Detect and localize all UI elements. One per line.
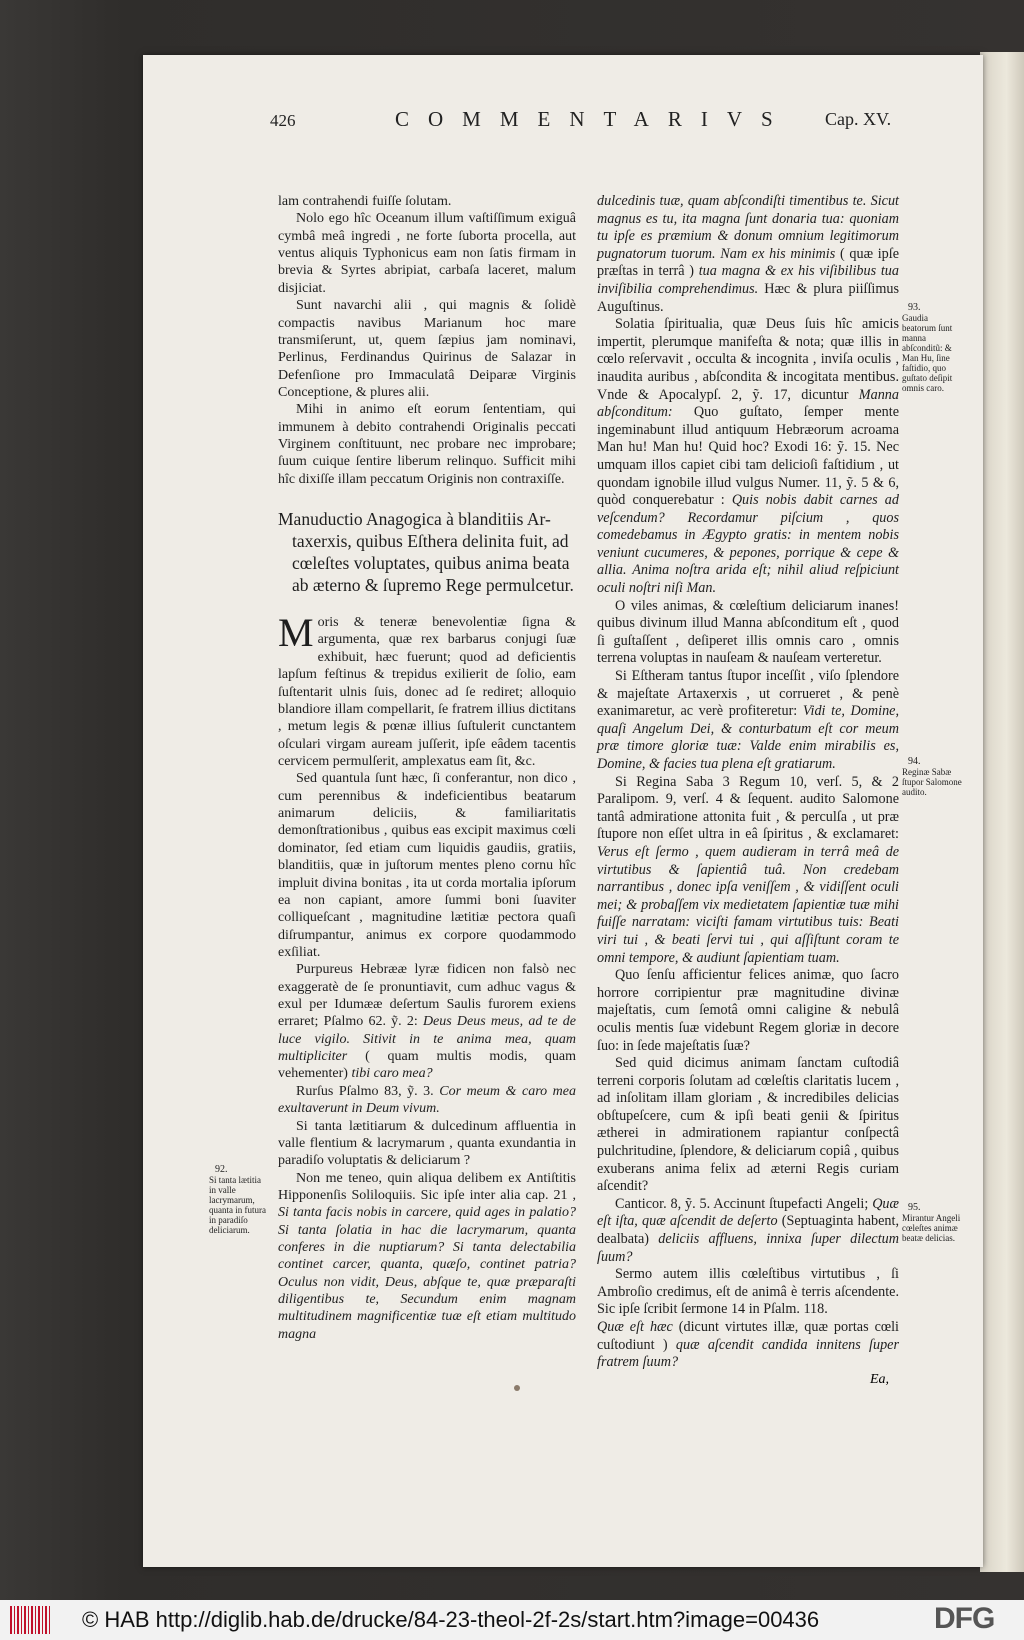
footer-url[interactable]: © HAB http://diglib.hab.de/drucke/84-23-theol-2f-2s/start.htm?image=00436: [82, 1607, 820, 1632]
text: (Septuaginta habent, dealbata): [597, 1213, 900, 1248]
quote: Cor meum & caro mea exultaverunt in Deum vivum.: [278, 1083, 576, 1117]
quote: Vidi te, Domine, quaſi Angelum Dei, & conturbatum eſt cor meum præ timore gloriæ tuæ: Valde enim mirabilis es, Domine, & facies tua plena eſt gratiarum.: [597, 703, 900, 772]
section-heading: [278, 508, 576, 596]
text: Solatia ſpiritualia, quæ Deus ſuis hîc amicis impertit, plerumque manifeſta & nota; quæ illis in cœlo reſervavit , occulta & incognita , inviſa oculis , inaudita auribus , abſcondita & incogitata mentibus. Vnde & Apocalypſ. 2, ỹ. 17, dicuntur: [597, 316, 899, 403]
text: Man hu! Man hu! Quid hoc? Exodi 16: ỹ. 15. Nec umquam illos capiet cibi tam delicioſi faſtidium , ut quondam ignobile illud vulgus Numer. 11, ỹ. 5 & 6, quòd conquerebatur :: [597, 439, 899, 509]
text: Si Eſtheram tantus ſtupor inceſſit , viſo ſplendore & majeſtate Artaxerxis , ut corrueret , & penè exanimaretur, ac verè profiteretur:: [597, 668, 899, 720]
quote: quæ aſcendit candida innitens ſuper fratrem ſuum?: [597, 1336, 900, 1371]
paper-spot: [514, 1385, 520, 1391]
catchword: Ea,: [870, 1372, 890, 1387]
margin-note: [902, 303, 962, 393]
running-header: [143, 55, 983, 131]
paragraph: Nolo ego hîc Oceanum illum vaſtiſſimum exiguâ cymbâ meâ ingredi , ne forte ſuborta procella, aut ventus aliquis Typhonicus eam non ſatis firmam in brevia & Syrtes abripiat, carbaſa laceret, malum disjiciat.: [278, 211, 576, 296]
paragraph: Sunt navarchi alii , qui magnis & ſolidè compactis navibus Marianum hoc mare transmiſerunt, ut, quem ſæpius jam nominavi, Perlinus, Ferdinandus Quirinus de Salazar in Defenſione pro Immaculatâ Deiparæ Virginis Conceptione, & plures alii.: [278, 298, 576, 400]
text: ( quam multis modis, quam vehementer): [278, 1049, 577, 1082]
quote: Quæ eſt iſta, quæ aſcendit de deſerto: [597, 1195, 899, 1230]
quote: dulcedinis tuæ, quam abſcondiſti timentibus te. Sicut magnus es tu, ita magna ſunt donaria tua: quoniam tu ipſe es præmium & donum omnium legitimorum pugnatorum tuorum. Nam ex his minimis: [597, 193, 899, 262]
margin-note-text: Reginæ Sabæ ſtupor Salomone audito.: [902, 767, 962, 797]
paragraph: Si tanta lætitiarum & dulcedinum affluentia in valle flentium & lacrymarum , quanta exundantia in paradiſo voluptatis & deliciarum ?: [278, 1118, 576, 1169]
text: Rurſus Pſalmo 83, ỹ. 3.: [296, 1083, 434, 1099]
paragraph: Quo ſenſu afficientur felices animæ, quo ſacro horrore corripientur præ magnitudine divinæ majeſtatis, cum ſemotâ omni caligine & nebulâ oculis mentis ſuæ videbunt Regem gloriæ in decore ſuo: in ſede majeſtatis ſuæ?: [597, 967, 899, 1054]
paragraph: lam contrahendi fuiſſe ſolutam.: [278, 194, 452, 209]
paragraph: [597, 774, 899, 968]
margin-note-text: Gaudia beatorum ſunt manna abſconditũ: & Man Hu, ſine faſtidio, quo guſtato deſipit omnis caro.: [902, 313, 953, 393]
margin-note: [209, 1165, 269, 1235]
paragraph: [597, 668, 899, 774]
heading-continuation: taxerxis, quibus Eſthera delinita fuit, ad cœleſtes voluptates, quibus anima beata ab æterno & ſupremo Rege permulcetur.: [292, 531, 574, 596]
quote: Deus Deus meus, ad te de luce vigilo. Sitivit in te anima mea, quam multipliciter: [278, 1014, 577, 1065]
quote: tibi caro mea?: [351, 1066, 433, 1082]
paragraph: [597, 1319, 899, 1372]
margin-note: [902, 1203, 962, 1243]
quote: deliciis affluens, innixa ſuper dilectum ſuum?: [597, 1231, 899, 1265]
margin-note-text: Si tanta lætitia in valle lacrymarum, quanta in futura in paradiſo deliciarum.: [209, 1175, 266, 1235]
text: Quo guſtato, ſemper mente ingeminabunt illud antiquum Hebræorum acroama: [597, 404, 899, 438]
text: Non me teneo, quin aliqua delibem ex Antiſtitis Hipponenſis Soliloquiis. Sic ipſe inter alia cap. 21 ,: [278, 1170, 576, 1203]
margin-note: [902, 757, 962, 797]
paragraph: [597, 316, 899, 598]
text: (dicunt virtutes illæ, quæ portas cœli cuſtodiunt ): [597, 1319, 899, 1353]
paragraph: Sed quid dicimus animam ſanctam cuſtodiâ terreni corporis ſolutam ad cœleſtis claritatis lucem , ad inſolitam illam gloriam , & incredibiles delicias obſtupeſcere, cum & ipſi beati genii & ſpiritus ætherei in admirationem rapiantur conſpectâ pulchritudine, ſplendore, & deliciarum copiâ , quibus exuberans anima felix ad æterni Regis curiam aſcendit?: [597, 1055, 899, 1195]
quote: Verus eſt ſermo , quem audieram in terrâ meâ de virtutibus & ſapientiâ tuâ. Non credebam narrantibus , donec ipſa veniſſem , & vidiſſent oculi mei; & probaſſem vix medietatem ſapientiæ tuæ mihi fuiſſe narratam: viciſti famam virtutibus tuis: Beati viri tui , & beati ſervi tui , qui aſſiſtunt coram te omni tempore, & audiunt ſapientiam tuam.: [597, 843, 899, 966]
barcode-icon: [10, 1606, 50, 1634]
paragraph: Mihi in animo eſt eorum ſententiam, qui immunem à debito contrahendi Originalis peccati Virginem conſtituunt, nec probare nec improbare; ſuum cuique ſentire liberum relinquo. Sufficit mihi hîc dixiſſe illam peccatum Originis non contraxiſſe.: [278, 402, 576, 487]
margin-note-number: 95.: [908, 1202, 921, 1213]
text: ( quæ ipſe præſtas in terrâ ): [597, 245, 900, 280]
margin-note-number: 92.: [215, 1164, 228, 1175]
heading-line: Manuductio Anagogica à blanditiis Ar-: [278, 509, 551, 530]
margin-note-number: 93.: [908, 302, 921, 313]
quote: Quis nobis dabit carnes ad veſcendum? Recordamur piſcium , quos comedebamus in Ægypto gratis: in mentem nobis veniunt cucumeres, & pepones, porrique & cepe & allia. Anima noſtra arida eſt; nihil aliud reſpiciunt oculi noſtri niſi Man.: [597, 492, 899, 597]
dfg-logo: DFG: [934, 1602, 995, 1635]
paragraph-dropcap: Moris & teneræ benevolentiæ ſigna & argumenta, quæ rex barbarus conjugi ſuæ exhibuit, hæc fuerunt; quod ad deficientis lapſum feſtinus & trepidus exilierit de ſolio, eam ſuſtentarit ulnis ſuis, donec ad ſe rediret; alloquio blandiore illam compellarit, ſe fratrem illius dictitans , metum legis & pœnæ illius ſuſtulerit cunctantem oſculari virgam auream juſſerit, ipſe eâdem tacentis cervicem permulſerit, amplexatus eam ſit, &c.: [278, 610, 576, 769]
footer-bar: [0, 1600, 1024, 1640]
margin-note-number: 94.: [908, 756, 921, 767]
quote: Quæ eſt hæc: [597, 1319, 673, 1335]
quote: Manna abſconditum:: [597, 386, 899, 421]
right-column: [597, 193, 899, 1372]
quote: Si tanta facis nobis in carcere, quid ages in palatio? Si tanta ſolatia in hac die lacrymarum, quanta conferes in die nuptiarum? Si tanta delectabilia continet carcer, quanta, quæſo, continet patria? Oculus non vidit, Deus, abſque te, quæ præparaſti diligentibus te, Secundum enim magnam multitudinem magnificentiæ tuæ eſt etiam multitudo magna: [278, 1205, 576, 1342]
paragraph: [597, 193, 899, 316]
text: Purpureus Hebrææ lyræ fidicen non falsò nec exaggeratè de ſe pronuntiavit, cum adhuc vagus & exul per Idumææ deſertum Saulis furorem exiens erraret; Pſalmo 62. ỹ. 2:: [278, 962, 576, 1030]
paragraph: Sermo autem illis cœleſtibus virtutibus , ſi Ambroſio credimus, eſt de animâ è terris aſcendente. Sic ipſe ſcribit ſermone 14 in Pſalm. 118.: [597, 1266, 899, 1318]
paragraph: [278, 1083, 576, 1118]
quote: tua magna & ex his viſibilibus tua inviſibilia comprehendimus.: [597, 263, 899, 297]
paragraph: O viles animas, & cœleſtium deliciarum inanes! quibus divinum illud Manna abſconditum eſt , quod ſi guſtaſſent , deſiperet illis omnis caro , omnis terrena voluptas in nauſeam & nauſeam verteretur.: [597, 597, 899, 667]
paragraph: [278, 1170, 576, 1344]
paragraph: Sed quantula ſunt hæc, ſi conferantur, non dico , cum perennibus & indeficientibus beatarum animarum deliciis, & familiaritatis demonſtrationibus , quibus eas excipit maximus cœli dominator, ſed etiam cum liquidis gaudiis, gratiis, blanditiis, quæ in juſtorum mentes pleno cornu hîc impluit divina bonitas , ita ut corda mortalia ipſorum ea non capiant, amore ſummi boni ſuaviter colliqueſcant , magnitudine lætitiæ pectora quaſi diſrumpantur, animus ex corpore quodammodo exſiliat.: [278, 771, 576, 960]
left-column: [278, 193, 576, 1343]
text: Si Regina Saba 3 Regum 10, verſ. 5, & 2 Paralipom. 9, verſ. 4 & ſequent. audito Salomone tantâ admiratione attonita fuit , & perculſa , ut præ ſtupore non eſſet ultra in eâ ſpiritus , & exclamaret:: [597, 773, 899, 843]
book-page: [143, 55, 983, 1567]
running-title: COMMENTARIVS: [395, 107, 792, 131]
paragraph: [597, 1196, 899, 1266]
text: Hæc & plura piiſſimus Auguſtinus.: [597, 280, 899, 315]
chapter-label: Cap. XV.: [825, 109, 892, 129]
facing-page-edge: [980, 52, 1024, 1572]
margin-note-text: Mirantur Angeli cœleſtes animæ beatæ delicias.: [902, 1213, 961, 1243]
paragraph: [278, 961, 576, 1083]
page-number: 426: [270, 111, 296, 130]
text: Canticor. 8, ỹ. 5. Accinunt ſtupefacti Angeli;: [615, 1195, 869, 1212]
